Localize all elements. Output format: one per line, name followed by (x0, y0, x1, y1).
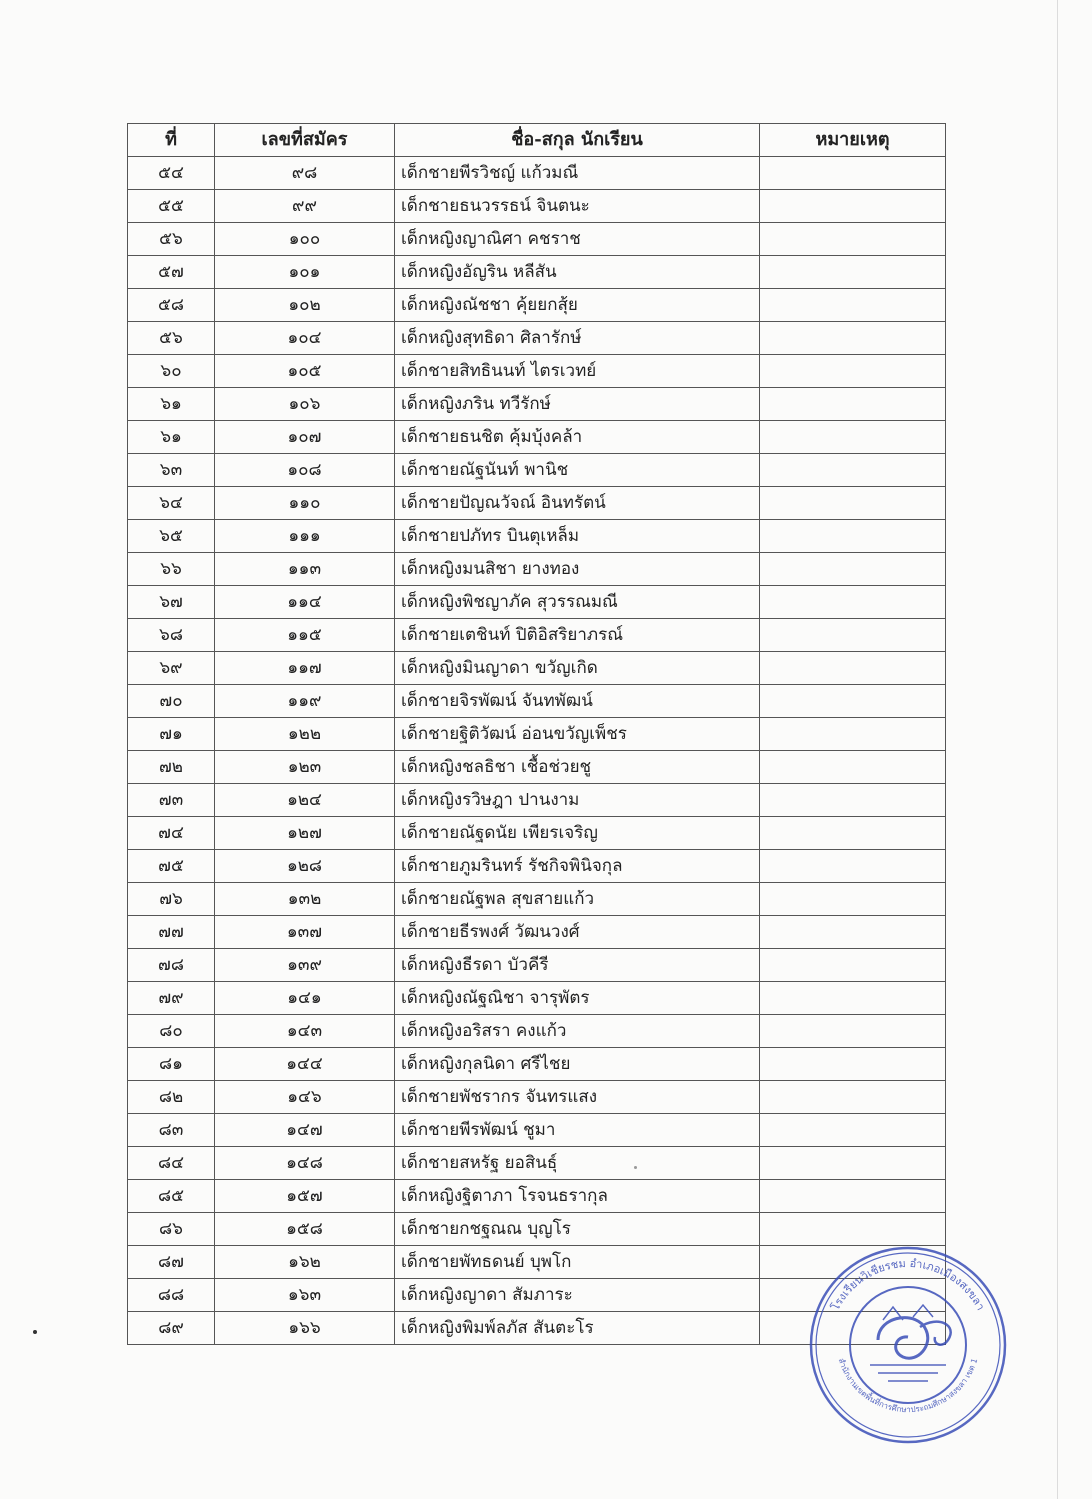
remarks (760, 1213, 946, 1246)
application-number: ๑๖๖ (215, 1312, 395, 1345)
student-name: เด็กหญิงธีรดา บัวคีรี (395, 949, 760, 982)
table-row (128, 784, 946, 817)
application-number: ๙๙ (215, 190, 395, 223)
student-name: เด็กหญิงพิชญาภัค สุวรรณมณี (395, 586, 760, 619)
application-number: ๑๑๔ (215, 586, 395, 619)
remarks (760, 718, 946, 751)
page-edge (1057, 0, 1058, 1499)
application-number: ๑๔๔ (215, 1048, 395, 1081)
table-row (128, 1180, 946, 1213)
row-number: ๖๑ (128, 388, 215, 421)
remarks (760, 685, 946, 718)
row-number: ๕๖ (128, 223, 215, 256)
student-name: เด็กหญิงมนสิชา ยางทอง (395, 553, 760, 586)
application-number: ๑๕๗ (215, 1180, 395, 1213)
student-name: เด็กชายพีรพัฒน์ ชูมา (395, 1114, 760, 1147)
student-name: เด็กชายพัทธดนย์ บุพโก (395, 1246, 760, 1279)
application-number: ๙๘ (215, 157, 395, 190)
student-name: เด็กหญิงรวิษฎา ปานงาม (395, 784, 760, 817)
student-name: เด็กชายสิทธินนท์ ไตรเวทย์ (395, 355, 760, 388)
table-row (128, 520, 946, 553)
row-number: ๗๑ (128, 718, 215, 751)
application-number: ๑๑๗ (215, 652, 395, 685)
remarks (760, 157, 946, 190)
remarks (760, 949, 946, 982)
student-name: เด็กชายฐิติวัฒน์ อ่อนขวัญเพ็ชร (395, 718, 760, 751)
student-name: เด็กชายณัฐพล สุขสายแก้ว (395, 883, 760, 916)
application-number: ๑๐๖ (215, 388, 395, 421)
row-number: ๕๕ (128, 190, 215, 223)
application-number: ๑๔๘ (215, 1147, 395, 1180)
table-row (128, 1114, 946, 1147)
application-number: ๑๑๕ (215, 619, 395, 652)
application-number: ๑๒๔ (215, 784, 395, 817)
remarks (760, 520, 946, 553)
row-number: ๕๘ (128, 289, 215, 322)
table-row (128, 421, 946, 454)
table-row (128, 718, 946, 751)
student-name: เด็กหญิงพิมพ์ลภัส สันตะโร (395, 1312, 760, 1345)
application-number: ๑๒๗ (215, 817, 395, 850)
application-number: ๑๐๒ (215, 289, 395, 322)
row-number: ๗๗ (128, 916, 215, 949)
remarks (760, 784, 946, 817)
table-row (128, 289, 946, 322)
row-number: ๘๕ (128, 1180, 215, 1213)
student-name: เด็กชายธนวรรธน์ จินตนะ (395, 190, 760, 223)
remarks (760, 850, 946, 883)
row-number: ๖๓ (128, 454, 215, 487)
table-row (128, 256, 946, 289)
student-name: เด็กหญิงมินญาดา ขวัญเกิด (395, 652, 760, 685)
application-number: ๑๓๗ (215, 916, 395, 949)
table-row (128, 223, 946, 256)
row-number: ๘๒ (128, 1081, 215, 1114)
table-row (128, 850, 946, 883)
application-number: ๑๐๘ (215, 454, 395, 487)
student-name: เด็กหญิงกุลนิดา ศรีไชย (395, 1048, 760, 1081)
row-number: ๗๖ (128, 883, 215, 916)
row-number: ๖๖ (128, 553, 215, 586)
table-row (128, 1147, 946, 1180)
remarks (760, 1015, 946, 1048)
remarks (760, 751, 946, 784)
remarks (760, 916, 946, 949)
student-name: เด็กหญิงณัฐณิชา จารุพัตร (395, 982, 760, 1015)
row-number: ๘๗ (128, 1246, 215, 1279)
table-row (128, 388, 946, 421)
remarks (760, 1081, 946, 1114)
student-name: เด็กชายจิรพัฒน์ จันทพัฒน์ (395, 685, 760, 718)
row-number: ๖๕ (128, 520, 215, 553)
table-body (128, 157, 946, 1345)
table-row (128, 1048, 946, 1081)
student-name: เด็กชายภูมรินทร์ รัชกิจพินิจกุล (395, 850, 760, 883)
table-row (128, 652, 946, 685)
row-number: ๖๐ (128, 355, 215, 388)
table-row (128, 586, 946, 619)
application-number: ๑๔๓ (215, 1015, 395, 1048)
row-number: ๖๑ (128, 421, 215, 454)
remarks (760, 553, 946, 586)
remarks (760, 322, 946, 355)
row-number: ๘๖ (128, 1213, 215, 1246)
table-row (128, 322, 946, 355)
table-row (128, 619, 946, 652)
remarks (760, 1114, 946, 1147)
stray-dot (33, 1330, 37, 1334)
application-number: ๑๕๘ (215, 1213, 395, 1246)
student-name: เด็กชายปัญณวัจณ์ อินทรัตน์ (395, 487, 760, 520)
remarks (760, 652, 946, 685)
row-number: ๕๖ (128, 322, 215, 355)
row-number: ๘๑ (128, 1048, 215, 1081)
row-number: ๗๒ (128, 751, 215, 784)
application-number: ๑๖๓ (215, 1279, 395, 1312)
row-number: ๗๔ (128, 817, 215, 850)
student-name: เด็กชายณัฐนันท์ พานิช (395, 454, 760, 487)
stamp-top-text: โรงเรียนวิเชียรชม อำเภอเมืองสงขลา (828, 1256, 988, 1313)
student-name: เด็กชายพีรวิชญ์ แก้วมณี (395, 157, 760, 190)
student-name: เด็กชายธีรพงศ์ วัฒนวงศ์ (395, 916, 760, 949)
student-name: เด็กหญิงญาดา สัมภาระ (395, 1279, 760, 1312)
row-number: ๗๕ (128, 850, 215, 883)
student-name: เด็กชายพัชรากร จันทรแสง (395, 1081, 760, 1114)
table-row (128, 685, 946, 718)
application-number: ๑๔๗ (215, 1114, 395, 1147)
student-name: เด็กหญิงภริน ทวีรักษ์ (395, 388, 760, 421)
table-row (128, 157, 946, 190)
table-header-row (128, 124, 946, 157)
remarks (760, 619, 946, 652)
row-number: ๕๗ (128, 256, 215, 289)
table-row (128, 817, 946, 850)
student-name: เด็กชายณัฐดนัย เพียรเจริญ (395, 817, 760, 850)
student-name: เด็กชายสหรัฐ ยอสินธุ์ (395, 1147, 760, 1180)
remarks (760, 223, 946, 256)
remarks (760, 289, 946, 322)
row-number: ๘๙ (128, 1312, 215, 1345)
stray-speck (634, 1166, 637, 1169)
remarks (760, 883, 946, 916)
application-number: ๑๐๐ (215, 223, 395, 256)
header-application-number: เลขที่สมัคร (215, 124, 395, 157)
remarks (760, 421, 946, 454)
row-number: ๖๘ (128, 619, 215, 652)
table-row (128, 1213, 946, 1246)
remarks (760, 190, 946, 223)
table-row (128, 751, 946, 784)
table-row (128, 982, 946, 1015)
row-number: ๖๗ (128, 586, 215, 619)
table-row (128, 553, 946, 586)
application-number: ๑๓๒ (215, 883, 395, 916)
header-number: ที่ (128, 124, 215, 157)
row-number: ๖๙ (128, 652, 215, 685)
student-name: เด็กชายกชฐณณ บุญโร (395, 1213, 760, 1246)
student-name: เด็กชายธนชิต คุ้มบุ้งคล้า (395, 421, 760, 454)
student-name: เด็กหญิงญาณิศา คชราช (395, 223, 760, 256)
table-row (128, 883, 946, 916)
student-name: เด็กชายเตชินท์ ปิติอิสริยาภรณ์ (395, 619, 760, 652)
stamp-bottom-text: สำนักงานเขตพื้นที่การศึกษาประถมศึกษาสงขลา เขต 1 (836, 1357, 980, 1415)
application-number: ๑๐๑ (215, 256, 395, 289)
remarks (760, 454, 946, 487)
student-name: เด็กหญิงชลธิชา เชื้อช่วยชู (395, 751, 760, 784)
application-number: ๑๐๔ (215, 322, 395, 355)
application-number: ๑๑๐ (215, 487, 395, 520)
application-number: ๑๒๒ (215, 718, 395, 751)
application-number: ๑๓๙ (215, 949, 395, 982)
remarks (760, 487, 946, 520)
application-number: ๑๔๑ (215, 982, 395, 1015)
school-seal-stamp (808, 1245, 1008, 1445)
table-row (128, 190, 946, 223)
remarks (760, 1180, 946, 1213)
application-number: ๑๑๙ (215, 685, 395, 718)
remarks (760, 982, 946, 1015)
row-number: ๕๔ (128, 157, 215, 190)
student-name: เด็กหญิงสุทธิดา ศิลารักษ์ (395, 322, 760, 355)
row-number: ๘๐ (128, 1015, 215, 1048)
row-number: ๗๘ (128, 949, 215, 982)
row-number: ๘๔ (128, 1147, 215, 1180)
application-number: ๑๐๗ (215, 421, 395, 454)
row-number: ๗๓ (128, 784, 215, 817)
application-number: ๑๒๘ (215, 850, 395, 883)
application-number: ๑๔๖ (215, 1081, 395, 1114)
student-name: เด็กหญิงณัชชา คุ้ยยกสุ้ย (395, 289, 760, 322)
student-name: เด็กหญิงฐิตาภา โรจนธรากุล (395, 1180, 760, 1213)
student-name: เด็กหญิงอัญริน หลีสัน (395, 256, 760, 289)
application-number: ๑๖๒ (215, 1246, 395, 1279)
row-number: ๗๙ (128, 982, 215, 1015)
row-number: ๘๘ (128, 1279, 215, 1312)
remarks (760, 817, 946, 850)
remarks (760, 1147, 946, 1180)
student-name: เด็กหญิงอริสรา คงแก้ว (395, 1015, 760, 1048)
table-row (128, 454, 946, 487)
row-number: ๗๐ (128, 685, 215, 718)
application-number: ๑๑๑ (215, 520, 395, 553)
remarks (760, 256, 946, 289)
remarks (760, 388, 946, 421)
header-student-name: ชื่อ-สกุล นักเรียน (395, 124, 760, 157)
table-row (128, 949, 946, 982)
student-name: เด็กชายปภัทร บินตุเหล็ม (395, 520, 760, 553)
header-remarks: หมายเหตุ (760, 124, 946, 157)
table-row (128, 355, 946, 388)
row-number: ๘๓ (128, 1114, 215, 1147)
remarks (760, 355, 946, 388)
table-row (128, 1081, 946, 1114)
table-row (128, 1015, 946, 1048)
application-number: ๑๐๕ (215, 355, 395, 388)
application-number: ๑๒๓ (215, 751, 395, 784)
remarks (760, 586, 946, 619)
student-roster-table (127, 123, 946, 1345)
row-number: ๖๔ (128, 487, 215, 520)
table-row (128, 487, 946, 520)
application-number: ๑๑๓ (215, 553, 395, 586)
remarks (760, 1048, 946, 1081)
table-row (128, 916, 946, 949)
